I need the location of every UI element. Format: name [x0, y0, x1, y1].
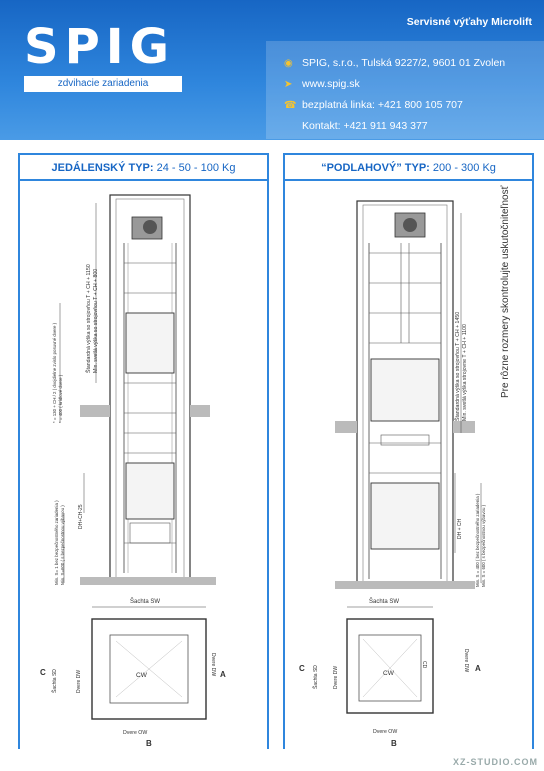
panel-floor-type — [283, 153, 534, 749]
header-banner — [0, 0, 544, 140]
height-standard-note: Štandardná výška so strojovňou T + CH + 1150 — [86, 264, 92, 373]
panel-dining-type — [18, 153, 269, 749]
label-b: B — [391, 739, 397, 748]
dvere-ow-label: Dvere OW — [373, 729, 398, 735]
label-a: A — [220, 670, 226, 679]
dh-note: DH + CH — [457, 518, 463, 539]
shaft-sw-label: Šachta SW — [130, 599, 161, 605]
cd-label: CD — [421, 661, 427, 669]
min-s-note-2: Min. S=600 ( s bezpečnostnou výbavou ) — [60, 505, 65, 585]
dvere-dw-left-label: Dvere DW — [76, 669, 82, 693]
shaft-sd-label: Šachta SD — [313, 665, 319, 689]
location-pin-icon: ◉ — [284, 58, 293, 69]
shaft-sw-label: Šachta SW — [369, 599, 400, 605]
dvere-ow-label: Dvere OW — [123, 730, 148, 736]
pointer-icon: ➤ — [284, 79, 293, 90]
panel-title: JEDÁLENSKÝ TYP: 24 - 50 - 100 Kg — [20, 153, 267, 181]
contact-freephone: ☎ bezplatná linka: +421 800 105 707 — [284, 99, 463, 111]
dvere-dw-left-label: Dvere DW — [333, 665, 339, 689]
phone-icon: ☎ — [284, 100, 297, 111]
spig-logo — [24, 19, 188, 92]
upper-car — [126, 313, 174, 373]
upper-car — [371, 359, 439, 421]
feasibility-note: Pre rôzne rozmery skontrolujte uskutočniteľnosť — [500, 185, 511, 398]
min-s-note-1: Min. S= 1 bez bezpečnostného zariadenia ) — [54, 500, 59, 585]
shaft-sd-label: Šachta SD — [52, 669, 58, 693]
height-standard-note: Štandardná výška so strojovňou T + CH + 1450 — [455, 311, 461, 421]
lower-car — [371, 483, 439, 549]
contact-website[interactable]: ➤ www.spig.sk — [284, 78, 360, 90]
dvere-dw-right-label: Dvere DW — [463, 649, 469, 673]
door-note-2: * = 400 ( krídlové dvere ) — [58, 374, 63, 423]
height-min-note: Min. svetlá výška so strojovňou T + CH + 800 — [93, 268, 99, 373]
cw-label: CW — [383, 670, 394, 677]
logo-subtitle: zdvihacie zariadenia — [24, 76, 182, 92]
dining-lift-drawing — [20, 183, 267, 749]
label-b: B — [146, 739, 152, 748]
label-c: C — [299, 664, 305, 673]
cw-label: CW — [136, 672, 147, 679]
dvere-dw-right-label: Dvere DW — [210, 653, 216, 677]
label-c: C — [40, 668, 46, 677]
min-s-note-2: Min. S = 600 ( s bezpečnostnou výbavou ) — [481, 504, 486, 587]
height-min-note: Min. svetlá výška strojovne T + CH + 1100 — [462, 324, 468, 421]
lower-car — [126, 463, 174, 519]
shaft-elevation — [110, 195, 190, 583]
watermark: XZ-STUDIO.COM — [453, 757, 538, 767]
header-tagline: Servisné výťahy Microlift — [406, 16, 532, 28]
min-s-note-1: Min. S = 400 ( bez bezpečnostného zariadenia ) — [475, 493, 480, 587]
label-a: A — [475, 664, 481, 673]
contact-address: ◉ SPIG, s.r.o., Tulská 9227/2, 9601 01 Zvolen — [284, 57, 506, 69]
panel-title: “PODLAHOVÝ” TYP: 200 - 300 Kg — [285, 153, 532, 181]
logo-word: SPIG — [24, 19, 176, 75]
contact-box — [266, 41, 544, 139]
plan-shaft — [347, 619, 433, 713]
door-note-1: * = 130 + CH / 2 ( dvojdielne zvislo posuvné dvere ) — [52, 322, 57, 423]
dh-note: DH+CH-25 — [78, 504, 84, 529]
contact-phone: Kontakt: +421 911 943 377 — [302, 120, 428, 132]
floor-lift-drawing — [285, 183, 532, 749]
